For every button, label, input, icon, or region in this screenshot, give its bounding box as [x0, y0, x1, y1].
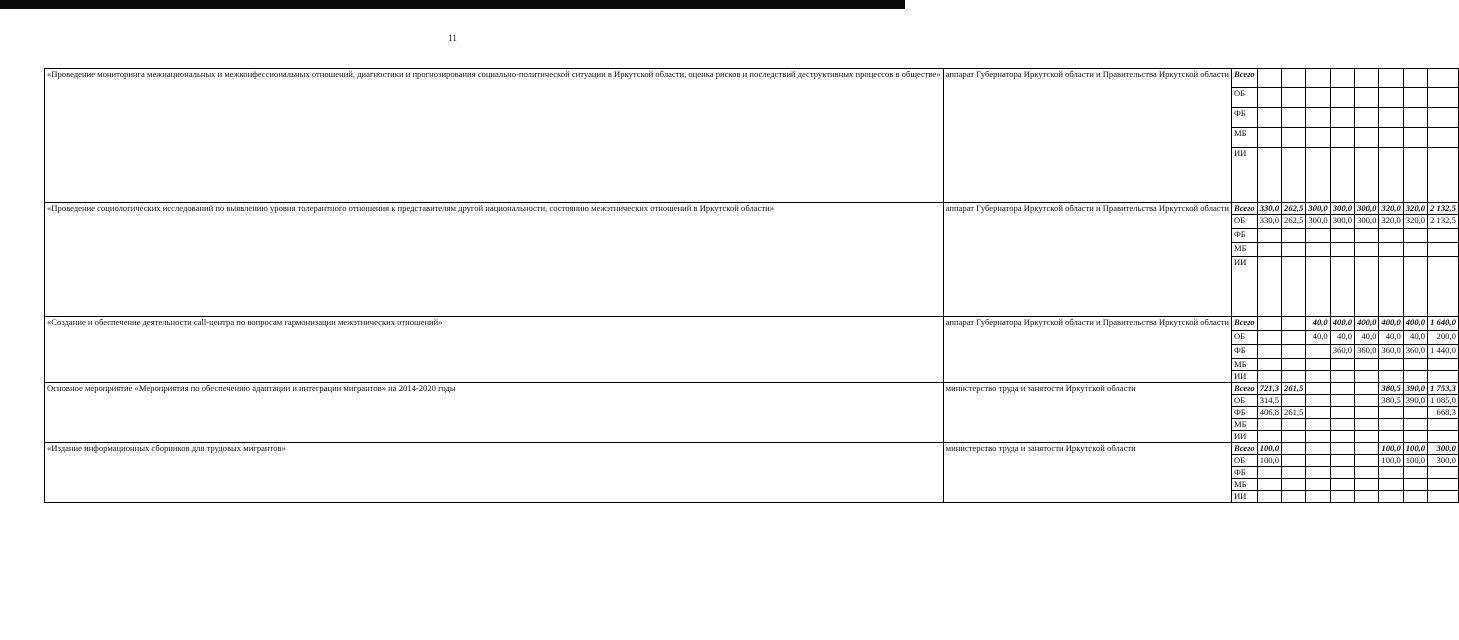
amount-cell: [1306, 371, 1330, 383]
amount-cell: [1403, 148, 1427, 203]
amount-cell: [1282, 491, 1306, 503]
amount-cell: [1282, 455, 1306, 467]
amount-cell: [1257, 148, 1281, 203]
amount-cell: [1355, 395, 1379, 407]
amount-cell: [1330, 443, 1354, 455]
table-row: [45, 203, 1459, 215]
amount-cell: [1379, 407, 1403, 419]
amount-cell: [1355, 243, 1379, 257]
amount-cell: 320,0: [1403, 203, 1427, 215]
amount-cell: [1379, 479, 1403, 491]
amount-total-cell: [1428, 88, 1459, 108]
table-row: [45, 69, 1459, 88]
amount-cell: [1379, 229, 1403, 243]
amount-cell: [1330, 479, 1354, 491]
amount-cell: [1379, 491, 1403, 503]
amount-cell: [1257, 88, 1281, 108]
amount-cell: [1355, 407, 1379, 419]
amount-cell: [1355, 431, 1379, 443]
amount-cell: [1282, 257, 1306, 317]
amount-total-cell: [1428, 243, 1459, 257]
amount-cell: 262,5: [1282, 215, 1306, 229]
amount-total-cell: [1428, 467, 1459, 479]
amount-cell: [1379, 243, 1403, 257]
amount-total-cell: 2 132,5: [1428, 215, 1459, 229]
funding-source: ОБ: [1231, 455, 1257, 467]
amount-cell: [1282, 128, 1306, 148]
amount-cell: 300,0: [1355, 203, 1379, 215]
amount-cell: [1379, 108, 1403, 128]
amount-cell: [1306, 359, 1330, 371]
amount-cell: [1379, 128, 1403, 148]
amount-cell: 360,0: [1379, 345, 1403, 359]
amount-total-cell: [1428, 128, 1459, 148]
amount-cell: [1330, 491, 1354, 503]
amount-cell: [1257, 108, 1281, 128]
amount-cell: 261,5: [1282, 383, 1306, 395]
amount-cell: [1403, 257, 1427, 317]
amount-cell: [1330, 455, 1354, 467]
amount-cell: [1355, 455, 1379, 467]
amount-cell: [1282, 431, 1306, 443]
funding-source: МБ: [1231, 419, 1257, 431]
amount-cell: [1355, 69, 1379, 88]
activity-executor: министерство труда и занятости Иркутской области: [943, 383, 1231, 443]
amount-cell: [1330, 467, 1354, 479]
amount-cell: 390,0: [1403, 383, 1427, 395]
amount-total-cell: 2 132,5: [1428, 203, 1459, 215]
amount-cell: [1355, 148, 1379, 203]
amount-total-cell: [1428, 359, 1459, 371]
scan-top-border: [0, 0, 905, 9]
amount-cell: [1355, 467, 1379, 479]
amount-cell: [1355, 359, 1379, 371]
amount-cell: 40,0: [1403, 331, 1427, 345]
amount-cell: [1330, 395, 1354, 407]
amount-cell: [1257, 229, 1281, 243]
amount-cell: 40,0: [1330, 331, 1354, 345]
amount-cell: 320,0: [1379, 215, 1403, 229]
activity-title: «Создание и обеспечение деятельности call-центра по вопросам гармонизации межэтнических отношений»: [45, 317, 944, 383]
amount-cell: [1330, 407, 1354, 419]
amount-cell: 262,5: [1282, 203, 1306, 215]
amount-cell: 261,5: [1282, 407, 1306, 419]
amount-cell: [1306, 395, 1330, 407]
table-row: [45, 443, 1459, 455]
amount-cell: [1403, 128, 1427, 148]
amount-cell: 406,8: [1257, 407, 1281, 419]
amount-cell: [1330, 257, 1354, 317]
funding-source: ФБ: [1231, 407, 1257, 419]
amount-cell: [1379, 467, 1403, 479]
funding-source: Всего: [1231, 69, 1257, 88]
funding-source: ОБ: [1231, 88, 1257, 108]
amount-cell: [1282, 395, 1306, 407]
amount-cell: 400,0: [1379, 317, 1403, 331]
amount-cell: [1282, 479, 1306, 491]
funding-source: ФБ: [1231, 229, 1257, 243]
amount-cell: [1257, 69, 1281, 88]
amount-cell: [1330, 431, 1354, 443]
amount-cell: [1282, 345, 1306, 359]
amount-cell: [1282, 419, 1306, 431]
amount-cell: [1403, 243, 1427, 257]
amount-cell: [1330, 128, 1354, 148]
amount-cell: [1403, 479, 1427, 491]
amount-cell: 400,0: [1330, 317, 1354, 331]
amount-cell: [1257, 419, 1281, 431]
amount-cell: [1257, 431, 1281, 443]
amount-cell: 721,3: [1257, 383, 1281, 395]
amount-cell: [1379, 257, 1403, 317]
amount-cell: [1306, 345, 1330, 359]
amount-cell: [1282, 108, 1306, 128]
amount-cell: [1282, 88, 1306, 108]
funding-source: ИИ: [1231, 371, 1257, 383]
amount-cell: [1403, 371, 1427, 383]
amount-cell: 100,0: [1379, 443, 1403, 455]
amount-cell: 300,0: [1306, 203, 1330, 215]
amount-cell: [1330, 108, 1354, 128]
amount-cell: [1330, 229, 1354, 243]
amount-cell: [1330, 88, 1354, 108]
amount-cell: [1257, 371, 1281, 383]
table-row: [45, 317, 1459, 331]
activity-executor: аппарат Губернатора Иркутской области и Правительства Иркутской области: [943, 69, 1231, 203]
amount-total-cell: [1428, 257, 1459, 317]
amount-cell: 300,0: [1330, 215, 1354, 229]
amount-total-cell: 300,0: [1428, 443, 1459, 455]
amount-cell: [1306, 128, 1330, 148]
amount-cell: [1257, 345, 1281, 359]
amount-cell: [1330, 243, 1354, 257]
amount-cell: [1403, 69, 1427, 88]
funding-source: МБ: [1231, 243, 1257, 257]
amount-cell: 400,0: [1355, 317, 1379, 331]
funding-source: Всего: [1231, 443, 1257, 455]
amount-total-cell: [1428, 108, 1459, 128]
amount-cell: [1403, 491, 1427, 503]
amount-cell: [1282, 317, 1306, 331]
amount-total-cell: 200,0: [1428, 331, 1459, 345]
funding-source: Всего: [1231, 317, 1257, 331]
funding-source: ФБ: [1231, 108, 1257, 128]
amount-total-cell: 1 440,0: [1428, 345, 1459, 359]
amount-cell: [1379, 88, 1403, 108]
amount-cell: [1306, 479, 1330, 491]
amount-cell: 390,0: [1403, 395, 1427, 407]
amount-cell: 100,0: [1403, 455, 1427, 467]
amount-total-cell: [1428, 371, 1459, 383]
amount-cell: [1330, 359, 1354, 371]
amount-total-cell: [1428, 148, 1459, 203]
amount-cell: [1282, 371, 1306, 383]
amount-total-cell: [1428, 419, 1459, 431]
amount-cell: [1403, 229, 1427, 243]
amount-cell: [1330, 371, 1354, 383]
amount-cell: [1306, 407, 1330, 419]
amount-cell: [1306, 88, 1330, 108]
amount-total-cell: [1428, 491, 1459, 503]
amount-cell: [1306, 243, 1330, 257]
amount-cell: [1355, 371, 1379, 383]
amount-cell: [1403, 108, 1427, 128]
amount-cell: [1257, 331, 1281, 345]
amount-cell: [1306, 491, 1330, 503]
amount-cell: 400,0: [1403, 317, 1427, 331]
amount-cell: [1355, 257, 1379, 317]
amount-cell: 40,0: [1306, 317, 1330, 331]
amount-cell: [1355, 88, 1379, 108]
amount-cell: 300,0: [1355, 215, 1379, 229]
amount-cell: 300,0: [1306, 215, 1330, 229]
amount-cell: [1330, 69, 1354, 88]
funding-source: ФБ: [1231, 345, 1257, 359]
amount-cell: [1379, 431, 1403, 443]
funding-source: ИИ: [1231, 148, 1257, 203]
amount-cell: 320,0: [1379, 203, 1403, 215]
amount-cell: [1330, 419, 1354, 431]
amount-cell: [1330, 148, 1354, 203]
amount-cell: [1403, 88, 1427, 108]
amount-cell: [1306, 69, 1330, 88]
funding-source: Всего: [1231, 383, 1257, 395]
amount-cell: [1257, 128, 1281, 148]
amount-cell: [1257, 359, 1281, 371]
amount-cell: [1379, 371, 1403, 383]
funding-source: ИИ: [1231, 257, 1257, 317]
amount-total-cell: [1428, 431, 1459, 443]
amount-cell: 360,0: [1403, 345, 1427, 359]
funding-source: Всего: [1231, 203, 1257, 215]
amount-cell: [1379, 148, 1403, 203]
amount-cell: [1403, 407, 1427, 419]
amount-cell: [1306, 108, 1330, 128]
funding-source: ОБ: [1231, 331, 1257, 345]
amount-cell: 314,5: [1257, 395, 1281, 407]
amount-total-cell: 668,3: [1428, 407, 1459, 419]
activity-title: «Проведение мониторинга межнациональных и межконфессиональных отношений, диагностики и прогнозирования социально-политической ситуации в Иркутской области, оценка рисков и последствий деструктивных процессов в обществе»: [45, 69, 944, 203]
activity-title: «Издание информационных сборников для трудовых мигрантов»: [45, 443, 944, 503]
amount-cell: [1257, 317, 1281, 331]
funding-source: МБ: [1231, 128, 1257, 148]
amount-cell: [1330, 383, 1354, 395]
amount-total-cell: 1 085,0: [1428, 395, 1459, 407]
amount-cell: [1306, 229, 1330, 243]
activity-title: «Проведение социологических исследований по выявлению уровня толерантного отношения к представителям другой национальности, состоянию межэтнических отношений в Иркутской области»: [45, 203, 944, 317]
amount-cell: [1379, 359, 1403, 371]
activity-executor: аппарат Губернатора Иркутской области и Правительства Иркутской области: [943, 317, 1231, 383]
amount-cell: [1355, 479, 1379, 491]
amount-cell: [1282, 69, 1306, 88]
amount-cell: 380,5: [1379, 383, 1403, 395]
amount-cell: [1306, 467, 1330, 479]
amount-cell: [1257, 491, 1281, 503]
amount-cell: [1306, 443, 1330, 455]
amount-cell: [1355, 108, 1379, 128]
amount-cell: [1306, 419, 1330, 431]
amount-cell: [1355, 229, 1379, 243]
amount-cell: [1282, 359, 1306, 371]
amount-cell: [1355, 443, 1379, 455]
amount-cell: 360,0: [1355, 345, 1379, 359]
amount-cell: [1403, 359, 1427, 371]
amount-cell: [1379, 419, 1403, 431]
amount-cell: [1355, 128, 1379, 148]
amount-cell: 100,0: [1257, 443, 1281, 455]
amount-cell: 40,0: [1379, 331, 1403, 345]
amount-cell: [1257, 467, 1281, 479]
budget-table: [44, 68, 1459, 503]
amount-cell: [1306, 455, 1330, 467]
amount-total-cell: [1428, 479, 1459, 491]
amount-cell: [1282, 243, 1306, 257]
amount-total-cell: 300,0: [1428, 455, 1459, 467]
amount-cell: [1257, 243, 1281, 257]
amount-cell: [1306, 257, 1330, 317]
amount-cell: 360,0: [1330, 345, 1354, 359]
activity-title: Основное мероприятие «Мероприятия по обеспечению адаптации и интеграции мигрантов» на 2014-2020 годы: [45, 383, 944, 443]
page-number: 11: [448, 33, 457, 43]
amount-cell: [1282, 467, 1306, 479]
amount-cell: [1306, 431, 1330, 443]
amount-cell: 40,0: [1306, 331, 1330, 345]
amount-cell: [1282, 229, 1306, 243]
funding-source: ИИ: [1231, 431, 1257, 443]
amount-cell: [1379, 69, 1403, 88]
amount-cell: [1282, 443, 1306, 455]
amount-cell: [1257, 479, 1281, 491]
amount-cell: 320,0: [1403, 215, 1427, 229]
funding-source: ОБ: [1231, 395, 1257, 407]
activity-executor: аппарат Губернатора Иркутской области и Правительства Иркутской области: [943, 203, 1231, 317]
amount-cell: [1403, 467, 1427, 479]
funding-source: ФБ: [1231, 467, 1257, 479]
amount-cell: [1282, 148, 1306, 203]
amount-cell: 330,0: [1257, 215, 1281, 229]
amount-cell: [1257, 257, 1281, 317]
amount-total-cell: 1 753,3: [1428, 383, 1459, 395]
amount-cell: [1306, 383, 1330, 395]
amount-cell: [1355, 491, 1379, 503]
amount-cell: 300,0: [1330, 203, 1354, 215]
amount-cell: 100,0: [1379, 455, 1403, 467]
amount-cell: [1355, 383, 1379, 395]
amount-cell: [1355, 419, 1379, 431]
amount-cell: 380,5: [1379, 395, 1403, 407]
amount-cell: [1403, 431, 1427, 443]
amount-cell: [1403, 419, 1427, 431]
table-row: [45, 383, 1459, 395]
amount-cell: 40,0: [1355, 331, 1379, 345]
amount-cell: 100,0: [1257, 455, 1281, 467]
amount-cell: 100,0: [1403, 443, 1427, 455]
amount-cell: [1282, 331, 1306, 345]
amount-cell: [1306, 148, 1330, 203]
funding-source: ИИ: [1231, 491, 1257, 503]
amount-total-cell: [1428, 69, 1459, 88]
funding-source: ОБ: [1231, 215, 1257, 229]
activity-executor: министерство труда и занятости Иркутской области: [943, 443, 1231, 503]
funding-source: МБ: [1231, 479, 1257, 491]
funding-source: МБ: [1231, 359, 1257, 371]
amount-total-cell: [1428, 229, 1459, 243]
amount-total-cell: 1 640,0: [1428, 317, 1459, 331]
amount-cell: 330,0: [1257, 203, 1281, 215]
